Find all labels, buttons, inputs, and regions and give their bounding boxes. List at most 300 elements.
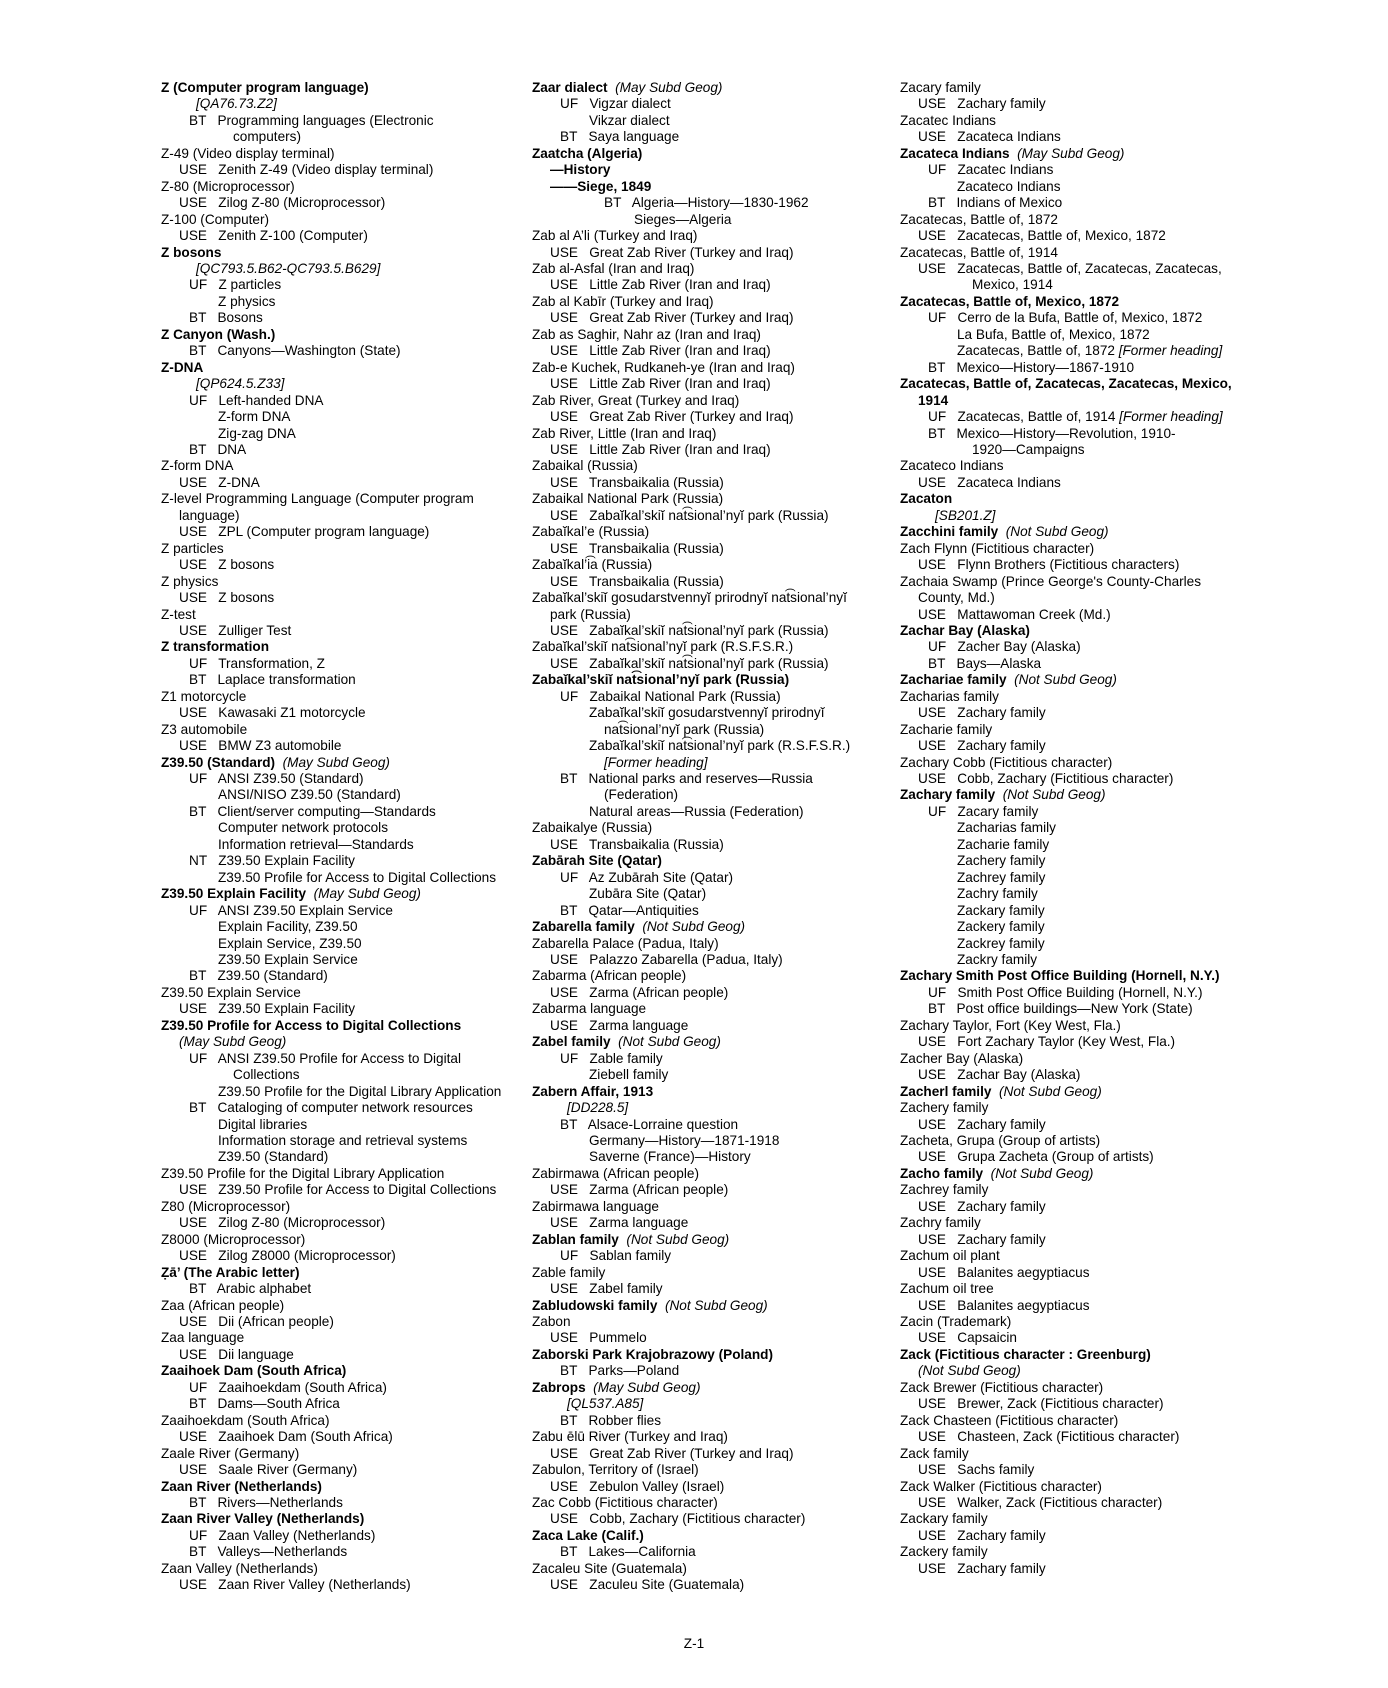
entry-text: Z-form DNA bbox=[161, 458, 234, 474]
entry-text: USE Transbaikalia (Russia) bbox=[550, 474, 724, 490]
index-heading-line bbox=[532, 853, 887, 869]
entry-text: Zack Brewer (Fictitious character) bbox=[900, 1379, 1104, 1395]
entry-text: USE Pummelo bbox=[550, 1330, 647, 1346]
entry-text: Z39.50 Profile for the Digital Library Application bbox=[218, 1083, 502, 1099]
italic-note: [QP624.5.Z33] bbox=[196, 376, 285, 392]
entry-text: BT Valleys—Netherlands bbox=[189, 1544, 348, 1560]
entry-text: BT Alsace-Lorraine question bbox=[560, 1116, 739, 1132]
entry-text: USE Grupa Zacheta (Group of artists) bbox=[918, 1149, 1154, 1165]
entry-text: BT National parks and reserves—Russia bbox=[560, 771, 813, 787]
index-reference-line bbox=[900, 261, 1245, 277]
entry-text: Digital libraries bbox=[218, 1116, 308, 1132]
index-reference-line bbox=[161, 195, 516, 211]
entry-text: BT Post office buildings—New York (State) bbox=[928, 1001, 1193, 1017]
index-heading-line bbox=[900, 755, 1245, 771]
index-reference-line bbox=[161, 96, 516, 112]
index-reference-line bbox=[161, 1281, 516, 1297]
heading-term: Zaan River Valley (Netherlands) bbox=[161, 1511, 365, 1527]
index-heading-line bbox=[161, 722, 516, 738]
italic-note: (Not Subd Geog) bbox=[991, 1083, 1102, 1099]
index-reference-line bbox=[900, 804, 1245, 820]
entry-text: Explain Service, Z39.50 bbox=[218, 935, 362, 951]
heading-term: Zacateca Indians bbox=[900, 145, 1010, 161]
index-reference-line bbox=[532, 1100, 887, 1116]
entry-text: Information retrieval—Standards bbox=[218, 836, 414, 852]
index-reference-line bbox=[532, 113, 887, 129]
index-heading-line bbox=[532, 1561, 887, 1577]
entry-text: Zacher Bay (Alaska) bbox=[900, 1050, 1024, 1066]
entry-text: USE Great Zab River (Turkey and Iraq) bbox=[550, 310, 794, 326]
entry-text: Zaa (African people) bbox=[161, 1297, 285, 1313]
index-reference-line bbox=[161, 623, 516, 639]
entry-text: (Federation) bbox=[604, 787, 679, 803]
index-reference-line bbox=[532, 162, 887, 178]
index-heading-line bbox=[900, 1413, 1245, 1429]
entry-text: USE Transbaikalia (Russia) bbox=[550, 836, 724, 852]
italic-note: (Not Subd Geog) bbox=[610, 1034, 721, 1050]
index-heading-line bbox=[900, 1347, 1245, 1363]
entry-text: Zab as Saghir, Nahr az (Iran and Iraq) bbox=[532, 326, 761, 342]
heading-term: Z transformation bbox=[161, 639, 269, 655]
index-reference-line bbox=[900, 1149, 1245, 1165]
entry-text: BT Cataloging of computer network resources bbox=[189, 1100, 473, 1116]
index-reference-line bbox=[161, 1182, 516, 1198]
entry-text: UF Cerro de la Bufa, Battle of, Mexico, 1872 bbox=[928, 310, 1203, 326]
entry-text: Zabarella Palace (Padua, Italy) bbox=[532, 935, 719, 951]
index-heading-line bbox=[532, 327, 887, 343]
index-heading-line bbox=[532, 968, 887, 984]
entry-text: Zack Walker (Fictitious character) bbox=[900, 1478, 1102, 1494]
entry-text: USE Zarma language bbox=[550, 1215, 689, 1231]
heading-term: Z-DNA bbox=[161, 359, 204, 375]
entry-text: County, Md.) bbox=[918, 590, 995, 606]
index-reference-line bbox=[900, 705, 1245, 721]
index-heading-line bbox=[161, 212, 516, 228]
entry-text: Zachery family bbox=[900, 1100, 989, 1116]
index-heading-line bbox=[161, 1413, 516, 1429]
entry-text: USE Zachary family bbox=[918, 705, 1046, 721]
index-reference-line bbox=[161, 1149, 516, 1165]
index-reference-line bbox=[161, 936, 516, 952]
index-reference-line bbox=[900, 985, 1245, 1001]
index-reference-line bbox=[900, 1001, 1245, 1017]
index-heading-line bbox=[161, 360, 516, 376]
index-heading-line bbox=[161, 1199, 516, 1215]
index-reference-line bbox=[161, 1067, 516, 1083]
entry-text: ANSI/NISO Z39.50 (Standard) bbox=[218, 787, 401, 803]
index-reference-line bbox=[900, 820, 1245, 836]
index-heading-line bbox=[532, 228, 887, 244]
entry-text: Zabarma (African people) bbox=[532, 968, 687, 984]
entry-text: USE Saale River (Germany) bbox=[179, 1462, 358, 1478]
index-reference-line bbox=[161, 656, 516, 672]
entry-text: Zacin (Trademark) bbox=[900, 1313, 1012, 1329]
index-reference-line bbox=[532, 1413, 887, 1429]
entry-text: USE Zarma (African people) bbox=[550, 1182, 729, 1198]
entry-text: Zacheta, Grupa (Group of artists) bbox=[900, 1133, 1101, 1148]
index-heading-line bbox=[161, 541, 516, 557]
entry-text: BT Programming languages (Electronic bbox=[189, 112, 434, 128]
heading-term: Zabaĭkal’skiĭ nat͡sional’nyĭ park (Russia) bbox=[532, 672, 790, 688]
index-reference-line bbox=[900, 639, 1245, 655]
entry-text: USE Zachary family bbox=[918, 1231, 1046, 1247]
entry-text: Zabaĭkal’skiĭ gosudarstvennyĭ prirodnyĭ nat͡sional’nyĭ bbox=[532, 590, 847, 606]
entry-text: Zackary family bbox=[900, 1511, 988, 1527]
index-heading-line bbox=[161, 607, 516, 623]
index-reference-line bbox=[161, 508, 516, 524]
heading-term: Zabel family bbox=[532, 1034, 611, 1050]
entry-text: Computer network protocols bbox=[218, 820, 388, 836]
index-heading-line bbox=[900, 212, 1245, 228]
index-heading-line bbox=[900, 1511, 1245, 1527]
italic-note: (May Subd Geog) bbox=[275, 754, 390, 770]
index-reference-line bbox=[900, 837, 1245, 853]
index-reference-line bbox=[900, 310, 1245, 326]
entry-text: USE Little Zab River (Iran and Iraq) bbox=[550, 343, 771, 359]
entry-text: BT Arabic alphabet bbox=[189, 1281, 312, 1297]
entry-text: Collections bbox=[233, 1067, 300, 1083]
italic-note: (May Subd Geog) bbox=[585, 1379, 701, 1395]
index-heading-line bbox=[532, 1495, 887, 1511]
index-heading-line bbox=[532, 146, 887, 162]
entry-text: Zab al A’li (Turkey and Iraq) bbox=[532, 228, 698, 244]
index-heading-line bbox=[532, 936, 887, 952]
entry-text: Z39.50 Profile for the Digital Library Application bbox=[161, 1165, 445, 1181]
index-reference-line bbox=[532, 738, 887, 754]
index-reference-line bbox=[532, 1363, 887, 1379]
entry-text: USE Z39.50 Profile for Access to Digital Collections bbox=[179, 1182, 497, 1198]
index-heading-line bbox=[161, 1479, 516, 1495]
index-reference-line bbox=[161, 343, 516, 359]
italic-note: [QC793.5.B62-QC793.5.B629] bbox=[196, 260, 381, 276]
entry-text: Zacatecas, Battle of, 1872 bbox=[900, 211, 1058, 227]
heading-term: ——Siege, 1849 bbox=[550, 178, 652, 194]
entry-text: BT Parks—Poland bbox=[560, 1363, 680, 1379]
entry-text: Zabu ēlū River (Turkey and Iraq) bbox=[532, 1429, 728, 1445]
heading-term: Z39.50 Explain Facility bbox=[161, 886, 307, 902]
index-reference-line bbox=[161, 672, 516, 688]
entry-text: USE Zilog Z-80 (Microprocessor) bbox=[179, 195, 386, 211]
index-reference-line bbox=[532, 1051, 887, 1067]
index-reference-line bbox=[161, 261, 516, 277]
index-reference-line bbox=[532, 771, 887, 787]
entry-text: Zac Cobb (Fictitious character) bbox=[532, 1494, 718, 1510]
entry-text: Z39.50 (Standard) bbox=[218, 1149, 329, 1165]
entry-text: USE Zabel family bbox=[550, 1281, 663, 1297]
index-heading-line bbox=[900, 1018, 1245, 1034]
index-reference-line bbox=[532, 1396, 887, 1412]
entry-text: 1920—Campaigns bbox=[972, 441, 1085, 457]
entry-text: Zabaikal National Park (Russia) bbox=[532, 491, 724, 507]
entry-text: USE Transbaikalia (Russia) bbox=[550, 540, 724, 556]
heading-term: Z bosons bbox=[161, 244, 222, 260]
heading-term: Zabrops bbox=[532, 1379, 586, 1395]
italic-note: (Not Subd Geog) bbox=[1006, 672, 1117, 688]
index-reference-line bbox=[900, 886, 1245, 902]
entry-text: USE Chasteen, Zack (Fictitious character) bbox=[918, 1429, 1180, 1445]
entry-text: USE Zabaĭkal’skiĭ nat͡sional’nyĭ park (Russia) bbox=[550, 655, 829, 671]
entry-text: Z particles bbox=[161, 540, 224, 556]
index-heading-line bbox=[900, 1281, 1245, 1297]
index-heading-line bbox=[532, 1347, 887, 1363]
index-heading-line bbox=[532, 393, 887, 409]
index-reference-line bbox=[161, 1248, 516, 1264]
entry-text: Vikzar dialect bbox=[589, 112, 670, 128]
entry-text: Zaale River (Germany) bbox=[161, 1445, 300, 1461]
entry-text: UF Smith Post Office Building (Hornell, N.Y.) bbox=[928, 984, 1203, 1000]
italic-note: [SB201.Z] bbox=[935, 507, 996, 523]
index-heading-line bbox=[900, 245, 1245, 261]
index-reference-line bbox=[532, 1330, 887, 1346]
index-reference-line bbox=[161, 1462, 516, 1478]
entry-text: BT Bays—Alaska bbox=[928, 655, 1042, 671]
index-reference-line bbox=[900, 1199, 1245, 1215]
entry-text: Zacatec Indians bbox=[900, 112, 996, 128]
entry-text: USE Z-DNA bbox=[179, 474, 260, 490]
index-reference-line bbox=[161, 113, 516, 129]
index-heading-line bbox=[900, 672, 1245, 688]
heading-term: Zachar Bay (Alaska) bbox=[900, 622, 1030, 638]
entry-text: UF Zacary family bbox=[928, 803, 1039, 819]
entry-text: UF Zacatecas, Battle of, 1914 bbox=[928, 409, 1120, 425]
entry-text: USE Sachs family bbox=[918, 1462, 1035, 1478]
entry-text: USE BMW Z3 automobile bbox=[179, 738, 342, 754]
entry-text: Z-level Programming Language (Computer program bbox=[161, 491, 474, 507]
entry-text: Z-test bbox=[161, 606, 196, 622]
index-reference-line bbox=[532, 755, 887, 771]
index-reference-line bbox=[161, 1034, 516, 1050]
entry-text: Z-form DNA bbox=[218, 409, 291, 425]
index-reference-line bbox=[900, 853, 1245, 869]
entry-text: BT Algeria—History—1830-1962 bbox=[604, 195, 809, 211]
index-reference-line bbox=[161, 1133, 516, 1149]
index-reference-line bbox=[161, 1577, 516, 1593]
index-reference-line bbox=[161, 442, 516, 458]
entry-text: USE Transbaikalia (Russia) bbox=[550, 573, 724, 589]
index-heading-line bbox=[161, 146, 516, 162]
entry-text: USE Zachary family bbox=[918, 1560, 1046, 1576]
index-reference-line bbox=[532, 1511, 887, 1527]
entry-text: Zacateco Indians bbox=[900, 458, 1004, 474]
entry-text: Zachry family bbox=[957, 886, 1038, 902]
entry-text: USE Zacatecas, Battle of, Zacatecas, Zacatecas, bbox=[918, 260, 1222, 276]
index-reference-line bbox=[532, 1446, 887, 1462]
entry-text: USE Zulliger Test bbox=[179, 622, 292, 638]
entry-text: USE ZPL (Computer program language) bbox=[179, 524, 430, 540]
index-reference-line bbox=[900, 1232, 1245, 1248]
index-heading-line bbox=[900, 294, 1245, 310]
index-heading-line bbox=[532, 491, 887, 507]
index-reference-line bbox=[532, 277, 887, 293]
index-heading-line bbox=[900, 1133, 1245, 1149]
index-reference-line bbox=[532, 1281, 887, 1297]
heading-term: Z39.50 Profile for Access to Digital Collections bbox=[161, 1017, 462, 1033]
heading-term: Zablan family bbox=[532, 1231, 619, 1247]
heading-term: Zachariae family bbox=[900, 672, 1007, 688]
index-heading-line bbox=[900, 1051, 1245, 1067]
index-reference-line bbox=[532, 1182, 887, 1198]
entry-text: USE Zacateca Indians bbox=[918, 129, 1061, 145]
entry-text: UF ANSI Z39.50 (Standard) bbox=[189, 771, 364, 787]
index-reference-line bbox=[900, 607, 1245, 623]
index-reference-line bbox=[161, 524, 516, 540]
index-reference-line bbox=[161, 1429, 516, 1445]
entry-text: Zabarma language bbox=[532, 1001, 647, 1017]
index-reference-line bbox=[532, 1067, 887, 1083]
index-reference-line bbox=[161, 1001, 516, 1017]
entry-text: UF Az Zubārah Site (Qatar) bbox=[560, 869, 734, 885]
index-heading-line bbox=[532, 1314, 887, 1330]
index-reference-line bbox=[532, 1577, 887, 1593]
index-reference-line bbox=[161, 853, 516, 869]
index-heading-line bbox=[161, 1561, 516, 1577]
entry-text: NT Z39.50 Explain Facility bbox=[189, 853, 355, 869]
index-reference-line bbox=[532, 508, 887, 524]
heading-term: Zaan River (Netherlands) bbox=[161, 1478, 322, 1494]
entry-text: Zabaĭkal’skiĭ nat͡sional’nyĭ park (R.S.F.S.R.) bbox=[589, 738, 851, 754]
entry-text: Information storage and retrieval systems bbox=[218, 1133, 468, 1148]
index-reference-line bbox=[161, 228, 516, 244]
index-heading-line bbox=[532, 639, 887, 655]
heading-term: Zacatecas, Battle of, Zacatecas, Zacatecas, Mexico, bbox=[900, 376, 1232, 392]
entry-text: Zackery family bbox=[900, 1544, 988, 1560]
index-reference-line bbox=[161, 426, 516, 442]
index-heading-line bbox=[161, 1018, 516, 1034]
index-reference-line bbox=[900, 738, 1245, 754]
index-reference-line bbox=[532, 1479, 887, 1495]
index-heading-line bbox=[900, 113, 1245, 129]
heading-term: Zaar dialect bbox=[532, 80, 608, 95]
index-heading-line bbox=[900, 146, 1245, 162]
entry-text: Zackery family bbox=[957, 919, 1045, 935]
index-reference-line bbox=[532, 689, 887, 705]
heading-term: —History bbox=[550, 162, 611, 178]
index-heading-line bbox=[532, 1528, 887, 1544]
entry-text: Zachaia Swamp (Prince George's County-Charles bbox=[900, 573, 1202, 589]
index-reference-line bbox=[900, 1298, 1245, 1314]
index-reference-line bbox=[161, 1084, 516, 1100]
entry-text: USE Great Zab River (Turkey and Iraq) bbox=[550, 409, 794, 425]
entry-text: UF Zacher Bay (Alaska) bbox=[928, 639, 1081, 655]
index-reference-line bbox=[900, 919, 1245, 935]
index-reference-line bbox=[161, 804, 516, 820]
index-reference-line bbox=[900, 1067, 1245, 1083]
index-heading-line bbox=[900, 491, 1245, 507]
entry-text: USE Balanites aegyptiacus bbox=[918, 1297, 1090, 1313]
entry-text: UF Left-handed DNA bbox=[189, 392, 324, 408]
index-reference-line bbox=[161, 870, 516, 886]
index-reference-line bbox=[532, 985, 887, 1001]
entry-text: UF ANSI Z39.50 Explain Service bbox=[189, 902, 393, 918]
index-reference-line bbox=[532, 1544, 887, 1560]
entry-text: Zaaihoekdam (South Africa) bbox=[161, 1412, 330, 1428]
index-reference-line bbox=[161, 1347, 516, 1363]
entry-text: Zack family bbox=[900, 1445, 969, 1461]
index-reference-line bbox=[161, 129, 516, 145]
index-reference-line bbox=[900, 162, 1245, 178]
italic-note: [QL537.A85] bbox=[567, 1396, 644, 1412]
index-reference-line bbox=[161, 771, 516, 787]
index-heading-line bbox=[161, 574, 516, 590]
index-heading-line bbox=[900, 623, 1245, 639]
entry-text: BT Bosons bbox=[189, 310, 263, 326]
entry-text: Z39.50 Explain Service bbox=[161, 984, 301, 1000]
entry-text: USE Capsaicin bbox=[918, 1330, 1017, 1346]
entry-text: Z39.50 Explain Service bbox=[218, 952, 358, 968]
index-heading-line bbox=[900, 1380, 1245, 1396]
entry-text: USE Zabaĭkal’skiĭ nat͡sional’nyĭ park (Russia) bbox=[550, 622, 829, 638]
entry-text: USE Little Zab River (Iran and Iraq) bbox=[550, 441, 771, 457]
entry-text: Zabaikalye (Russia) bbox=[532, 820, 653, 836]
index-reference-line bbox=[161, 919, 516, 935]
entry-text: USE Cobb, Zachary (Fictitious character) bbox=[550, 1511, 806, 1527]
index-reference-line bbox=[900, 129, 1245, 145]
entry-text: USE Zilog Z-80 (Microprocessor) bbox=[179, 1215, 386, 1231]
entry-text: UF Zable family bbox=[560, 1050, 663, 1066]
heading-term: Zachary family bbox=[900, 787, 996, 803]
index-reference-line bbox=[900, 952, 1245, 968]
index-reference-line bbox=[161, 1544, 516, 1560]
entry-text: Zab al-Asfal (Iran and Iraq) bbox=[532, 260, 695, 276]
entry-text: UF Zacatec Indians bbox=[928, 162, 1054, 178]
index-heading-line bbox=[900, 1084, 1245, 1100]
entry-text: Zabirmawa (African people) bbox=[532, 1165, 699, 1181]
index-reference-line bbox=[900, 475, 1245, 491]
heading-term: Zaca Lake (Calif.) bbox=[532, 1527, 644, 1543]
italic-note: (May Subd Geog) bbox=[179, 1034, 287, 1050]
entry-text: Z-80 (Microprocessor) bbox=[161, 178, 295, 194]
entry-text: Zable family bbox=[532, 1264, 606, 1280]
entry-text: language) bbox=[179, 507, 240, 523]
entry-text: UF Transformation, Z bbox=[189, 655, 325, 671]
entry-text: UF Vigzar dialect bbox=[560, 96, 671, 112]
index-heading-line bbox=[161, 639, 516, 655]
index-heading-line bbox=[532, 1166, 887, 1182]
entry-text: park (Russia) bbox=[550, 606, 631, 622]
index-heading-line bbox=[161, 245, 516, 261]
italic-note: [Former heading] bbox=[604, 754, 708, 770]
entry-text: USE Zachary family bbox=[918, 1198, 1046, 1214]
index-heading-line bbox=[532, 261, 887, 277]
index-reference-line bbox=[900, 1363, 1245, 1379]
italic-note: (Not Subd Geog) bbox=[618, 1231, 730, 1247]
index-reference-line bbox=[900, 508, 1245, 524]
heading-term: Zacherl family bbox=[900, 1083, 992, 1099]
heading-term: Zabarella family bbox=[532, 919, 635, 935]
italic-note: (Not Subd Geog) bbox=[995, 787, 1106, 803]
index-reference-line bbox=[161, 1380, 516, 1396]
index-reference-line bbox=[532, 409, 887, 425]
index-reference-line bbox=[532, 1248, 887, 1264]
entry-text: USE Dii (African people) bbox=[179, 1313, 334, 1329]
index-reference-line bbox=[900, 557, 1245, 573]
index-heading-line bbox=[532, 1232, 887, 1248]
entry-text: USE Great Zab River (Turkey and Iraq) bbox=[550, 244, 794, 260]
index-reference-line bbox=[161, 952, 516, 968]
entry-text: USE Zaan River Valley (Netherlands) bbox=[179, 1577, 411, 1593]
entry-text: USE Dii language bbox=[179, 1346, 294, 1362]
index-reference-line bbox=[532, 129, 887, 145]
index-reference-line bbox=[161, 162, 516, 178]
heading-term: Ẓā’ (The Arabic letter) bbox=[161, 1264, 300, 1280]
index-heading-line bbox=[900, 1100, 1245, 1116]
index-reference-line bbox=[900, 1034, 1245, 1050]
index-reference-line bbox=[532, 1117, 887, 1133]
entry-text: USE Zenith Z-100 (Computer) bbox=[179, 228, 368, 244]
index-heading-line bbox=[532, 919, 887, 935]
italic-note: [Former heading] bbox=[1119, 409, 1223, 425]
entry-text: BT Z39.50 (Standard) bbox=[189, 968, 328, 984]
